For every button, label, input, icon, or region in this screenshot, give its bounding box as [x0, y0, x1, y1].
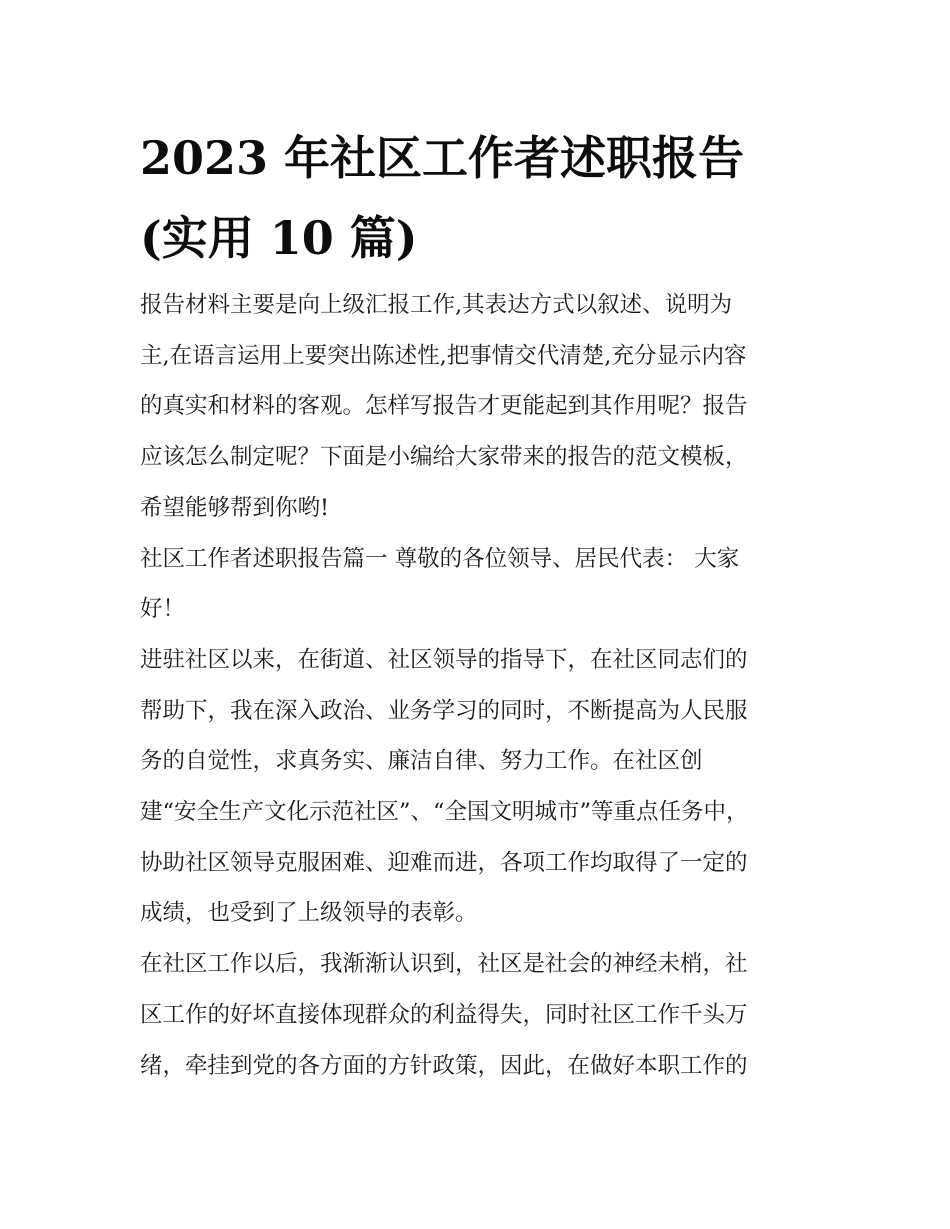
body-line: 进驻社区以来，在街道、社区领导的指导下，在社区同志们的 [140, 646, 748, 673]
body-line: 帮助下，我在深入政治、业务学习的同时，不断提高为人民服 [140, 697, 748, 724]
body-line: 好！ [140, 596, 186, 623]
body-line: 在社区工作以后，我渐渐认识到，社区是社会的神经未梢，社 [140, 951, 748, 978]
document-title [140, 118, 820, 278]
body-line: 的真实和材料的客观。怎样写报告才更能起到其作用呢？报告 [140, 393, 748, 420]
body-line: 应该怎么制定呢？下面是小编给大家带来的报告的范文模板， [140, 444, 748, 471]
body-line: 协助社区领导克服困难、迎难而进，各项工作均取得了一定的 [140, 849, 748, 876]
body-line: 建“安全生产文化示范社区”、“全国文明城市”等重点任务中， [140, 799, 749, 826]
body-line: 绪，牵挂到党的各方面的方针政策，因此，在做好本职工作的 [140, 1052, 748, 1079]
body-line: 主,在语言运用上要突出陈述性,把事情交代清楚,充分显示内容 [140, 342, 747, 369]
body-line: 希望能够帮到你哟! [140, 494, 330, 521]
body-line: 成绩，也受到了上级领导的表彰。 [140, 900, 478, 927]
body-line: 社区工作者述职报告篇一 尊敬的各位领导、居民代表： 大家 [140, 545, 740, 572]
document-body [140, 280, 820, 1091]
body-line: 区工作的好坏直接体现群众的利益得失，同时社区工作千头万 [140, 1001, 748, 1028]
title-line-2: (实用 10 篇) [140, 211, 418, 265]
body-line: 报告材料主要是向上级汇报工作,其表达方式以叙述、说明为 [140, 292, 733, 318]
body-line: 务的自觉性，求真务实、廉洁自律、努力工作。在社区创 [140, 748, 703, 775]
title-line-1: 2023 年社区工作者述职报告 [140, 131, 745, 185]
